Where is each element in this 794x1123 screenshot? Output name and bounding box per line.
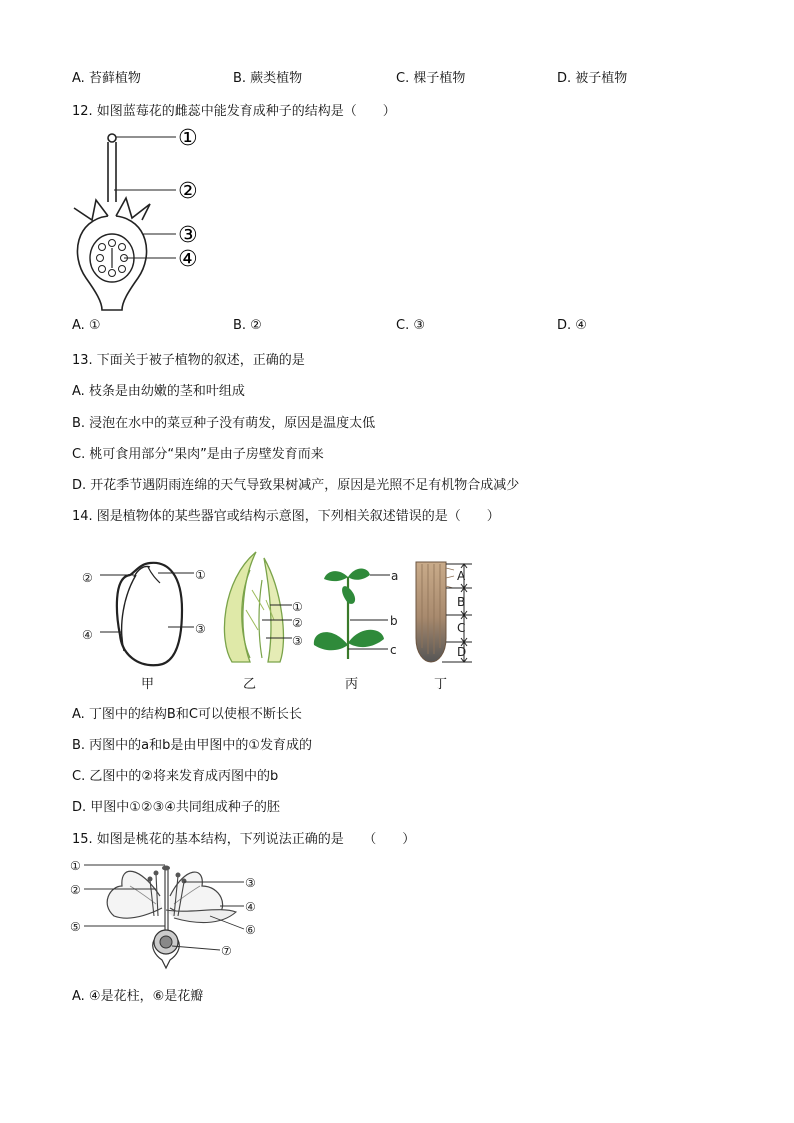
q11-option-a: A. 苔藓植物	[72, 71, 141, 86]
q12-option-a: A. ①	[72, 318, 101, 333]
flower-label-3: ③	[245, 876, 256, 890]
yi-label-1: ①	[292, 600, 303, 614]
peach-flower-figure	[70, 856, 270, 971]
jia-label-2: ②	[82, 571, 93, 585]
flower-label-1: ①	[70, 859, 81, 873]
bing-label-c: c	[390, 643, 397, 657]
root-tip-figure-ding	[398, 558, 483, 668]
q12-option-d: D. ④	[557, 318, 587, 333]
q14-stem: 14. 图是植物体的某些器官或结构示意图，下列相关叙述错误的是（ ）	[72, 509, 500, 524]
q14-option-b: B. 丙图中的a和b是由甲图中的①发育成的	[72, 738, 313, 753]
q11-option-b: B. 蕨类植物	[233, 71, 303, 86]
caption-bing: 丙	[345, 677, 359, 692]
q13-option-d: D. 开花季节遇阴雨连绵的天气导致果树减产，原因是光照不足有机物合成减少	[72, 478, 520, 493]
q12-option-b: B. ②	[233, 318, 262, 333]
pistil-label-3: ③	[178, 223, 198, 248]
flower-label-6: ⑥	[245, 923, 256, 937]
q11-option-d: D. 被子植物	[557, 71, 628, 86]
pistil-label-1: ①	[178, 126, 198, 151]
bing-label-a: a	[391, 569, 399, 583]
jia-label-1: ①	[195, 568, 206, 582]
yi-label-2: ②	[292, 616, 303, 630]
flower-label-2: ②	[70, 883, 81, 897]
q11-option-c: C. 棵子植物	[396, 71, 466, 86]
pistil-figure	[66, 120, 216, 315]
jia-label-3: ③	[195, 622, 206, 636]
q14-option-d: D. 甲图中①②③④共同组成种子的胚	[72, 800, 280, 815]
ding-label-d: D	[457, 645, 467, 659]
q15-option-a: A. ④是花柱，⑥是花瓣	[72, 989, 204, 1004]
shoot-figure-bing	[312, 563, 407, 668]
bing-label-b: b	[390, 614, 398, 628]
q15-stem: 15. 如图是桃花的基本结构，下列说法正确的是 （ ）	[72, 832, 416, 847]
flower-label-5: ⑤	[70, 920, 81, 934]
q12-option-c: C. ③	[396, 318, 425, 333]
q13-option-c: C. 桃可食用部分“果肉”是由子房壁发育而来	[72, 447, 324, 462]
bud-figure-yi	[222, 550, 317, 670]
q12-stem: 12. 如图蓝莓花的雌蕊中能发育成种子的结构是（ ）	[72, 104, 396, 119]
caption-yi: 乙	[243, 677, 257, 692]
ding-label-a: A	[457, 569, 466, 583]
caption-jia: 甲	[141, 677, 155, 692]
caption-ding: 丁	[434, 677, 448, 692]
flower-label-4: ④	[245, 900, 256, 914]
jia-label-4: ④	[82, 628, 93, 642]
yi-label-3: ③	[292, 634, 303, 648]
ding-label-b: B	[457, 595, 466, 609]
q14-option-a: A. 丁图中的结构B和C可以使根不断长长	[72, 707, 302, 722]
ding-label-c: C	[457, 621, 466, 635]
flower-label-7: ⑦	[221, 944, 232, 958]
seed-figure-jia	[78, 555, 223, 675]
q13-option-a: A. 枝条是由幼嫩的茎和叶组成	[72, 384, 245, 399]
pistil-label-4: ④	[178, 247, 198, 272]
q14-option-c: C. 乙图中的②将来发育成丙图中的b	[72, 769, 279, 784]
pistil-label-2: ②	[178, 179, 198, 204]
q13-stem: 13. 下面关于被子植物的叙述，正确的是	[72, 353, 305, 368]
q13-option-b: B. 浸泡在水中的菜豆种子没有萌发，原因是温度太低	[72, 416, 376, 431]
